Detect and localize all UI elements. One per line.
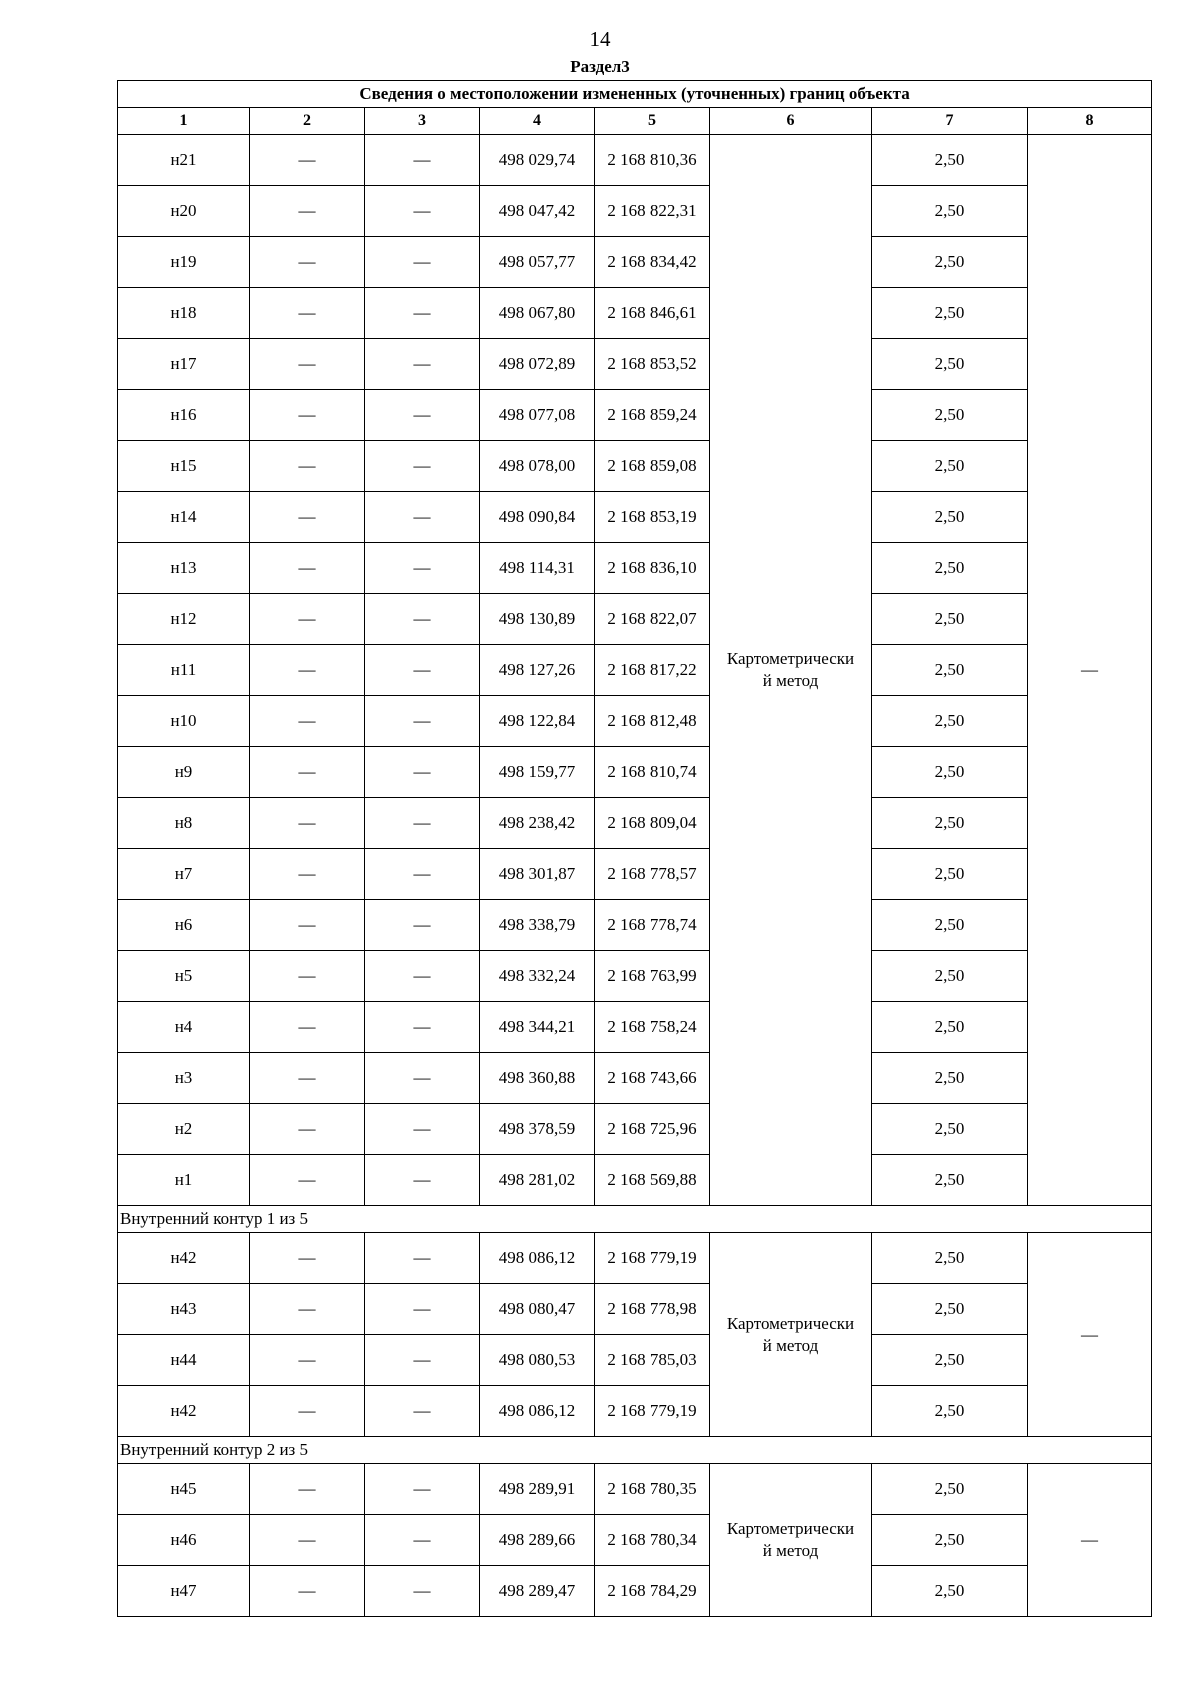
column-2-value: —: [250, 1566, 365, 1617]
table-row: [118, 135, 1152, 186]
table-row: [118, 339, 1152, 390]
column-3-value: —: [365, 1233, 480, 1284]
column-2-value: —: [250, 1284, 365, 1335]
table-row: [118, 1002, 1152, 1053]
column-3-value: —: [365, 645, 480, 696]
column-2-value: —: [250, 900, 365, 951]
accuracy-value: 2,50: [872, 543, 1028, 594]
point-name: н13: [118, 543, 250, 594]
point-name: н8: [118, 798, 250, 849]
point-name: н17: [118, 339, 250, 390]
accuracy-value: 2,50: [872, 339, 1028, 390]
column-2-value: —: [250, 288, 365, 339]
table-row: [118, 288, 1152, 339]
table-row: [118, 1464, 1152, 1515]
accuracy-value: 2,50: [872, 696, 1028, 747]
accuracy-value: 2,50: [872, 951, 1028, 1002]
column-2-value: —: [250, 1155, 365, 1206]
accuracy-value: 2,50: [872, 237, 1028, 288]
column-2-value: —: [250, 747, 365, 798]
column-2-value: —: [250, 492, 365, 543]
y-coordinate: 2 168 812,48: [595, 696, 710, 747]
table-row: [118, 747, 1152, 798]
y-coordinate: 2 168 809,04: [595, 798, 710, 849]
table-row: [118, 1155, 1152, 1206]
column-3-value: —: [365, 1002, 480, 1053]
column-3-value: —: [365, 441, 480, 492]
y-coordinate: 2 168 780,35: [595, 1464, 710, 1515]
point-name: н46: [118, 1515, 250, 1566]
x-coordinate: 498 086,12: [480, 1233, 595, 1284]
column-2-value: —: [250, 441, 365, 492]
column-3-value: —: [365, 186, 480, 237]
accuracy-value: 2,50: [872, 1053, 1028, 1104]
column-2-value: —: [250, 1386, 365, 1437]
column-3-value: —: [365, 390, 480, 441]
y-coordinate: 2 168 725,96: [595, 1104, 710, 1155]
x-coordinate: 498 338,79: [480, 900, 595, 951]
point-name: н14: [118, 492, 250, 543]
table-row: [118, 696, 1152, 747]
table-title: Сведения о местоположении измененных (уточненных) границ объекта: [118, 81, 1152, 108]
accuracy-value: 2,50: [872, 798, 1028, 849]
y-coordinate: 2 168 758,24: [595, 1002, 710, 1053]
y-coordinate: 2 168 763,99: [595, 951, 710, 1002]
column-3-value: —: [365, 594, 480, 645]
table-row: [118, 951, 1152, 1002]
accuracy-value: 2,50: [872, 288, 1028, 339]
column-2-value: —: [250, 645, 365, 696]
method-text-line: й метод: [762, 1335, 819, 1355]
accuracy-value: 2,50: [872, 594, 1028, 645]
column-3-value: —: [365, 1566, 480, 1617]
x-coordinate: 498 289,47: [480, 1566, 595, 1617]
column-3-value: —: [365, 543, 480, 594]
y-coordinate: 2 168 853,19: [595, 492, 710, 543]
column-2-value: —: [250, 951, 365, 1002]
table-row: [118, 237, 1152, 288]
point-name: н9: [118, 747, 250, 798]
column-2-value: —: [250, 696, 365, 747]
accuracy-value: 2,50: [872, 1155, 1028, 1206]
point-name: н6: [118, 900, 250, 951]
page-number: 14: [589, 27, 611, 51]
x-coordinate: 498 130,89: [480, 594, 595, 645]
y-coordinate: 2 168 778,98: [595, 1284, 710, 1335]
x-coordinate: 498 378,59: [480, 1104, 595, 1155]
column-number: 6: [710, 108, 872, 135]
point-name: н18: [118, 288, 250, 339]
column-3-value: —: [365, 1284, 480, 1335]
point-name: н3: [118, 1053, 250, 1104]
point-name: н43: [118, 1284, 250, 1335]
column-3-value: —: [365, 1104, 480, 1155]
table-row: [118, 543, 1152, 594]
point-name: н7: [118, 849, 250, 900]
point-name: н12: [118, 594, 250, 645]
column-3-value: —: [365, 798, 480, 849]
x-coordinate: 498 086,12: [480, 1386, 595, 1437]
x-coordinate: 498 090,84: [480, 492, 595, 543]
y-coordinate: 2 168 778,57: [595, 849, 710, 900]
x-coordinate: 498 332,24: [480, 951, 595, 1002]
column-2-value: —: [250, 135, 365, 186]
table-row: [118, 900, 1152, 951]
point-name: н16: [118, 390, 250, 441]
point-name: н42: [118, 1386, 250, 1437]
x-coordinate: 498 072,89: [480, 339, 595, 390]
point-name: н19: [118, 237, 250, 288]
column-3-value: —: [365, 900, 480, 951]
column-3-value: —: [365, 237, 480, 288]
column-3-value: —: [365, 1155, 480, 1206]
accuracy-value: 2,50: [872, 441, 1028, 492]
point-name: н11: [118, 645, 250, 696]
column-3-value: —: [365, 492, 480, 543]
x-coordinate: 498 029,74: [480, 135, 595, 186]
accuracy-value: 2,50: [872, 1464, 1028, 1515]
table-row: [118, 1515, 1152, 1566]
y-coordinate: 2 168 822,07: [595, 594, 710, 645]
accuracy-value: 2,50: [872, 1104, 1028, 1155]
y-coordinate: 2 168 779,19: [595, 1386, 710, 1437]
column-2-value: —: [250, 186, 365, 237]
y-coordinate: 2 168 859,24: [595, 390, 710, 441]
x-coordinate: 498 289,91: [480, 1464, 595, 1515]
y-coordinate: 2 168 810,36: [595, 135, 710, 186]
column-3-value: —: [365, 1386, 480, 1437]
y-coordinate: 2 168 817,22: [595, 645, 710, 696]
contour-label: Внутренний контур 2 из 5: [118, 1437, 1152, 1464]
method-text-line: й метод: [762, 1541, 819, 1560]
column-3-value: —: [365, 849, 480, 900]
accuracy-value: 2,50: [872, 390, 1028, 441]
column-2-value: —: [250, 594, 365, 645]
x-coordinate: 498 047,42: [480, 186, 595, 237]
point-name: н21: [118, 135, 250, 186]
point-name: н4: [118, 1002, 250, 1053]
y-coordinate: 2 168 822,31: [595, 186, 710, 237]
table-row: [118, 1284, 1152, 1335]
y-coordinate: 2 168 834,42: [595, 237, 710, 288]
y-coordinate: 2 168 743,66: [595, 1053, 710, 1104]
point-name: н5: [118, 951, 250, 1002]
table-row: [118, 390, 1152, 441]
column-number: 2: [250, 108, 365, 135]
method-text-line: Картометрически: [726, 1313, 855, 1333]
point-name: н2: [118, 1104, 250, 1155]
column-number: 7: [872, 108, 1028, 135]
column-2-value: —: [250, 849, 365, 900]
accuracy-value: 2,50: [872, 1002, 1028, 1053]
column-8-value: —: [1028, 1464, 1152, 1617]
y-coordinate: 2 168 784,29: [595, 1566, 710, 1617]
accuracy-value: 2,50: [872, 645, 1028, 696]
table-row: [118, 492, 1152, 543]
column-2-value: —: [250, 1515, 365, 1566]
accuracy-value: 2,50: [872, 1335, 1028, 1386]
point-name: н44: [118, 1335, 250, 1386]
table-row: [118, 645, 1152, 696]
column-2-value: —: [250, 339, 365, 390]
y-coordinate: 2 168 846,61: [595, 288, 710, 339]
column-3-value: —: [365, 288, 480, 339]
y-coordinate: 2 168 810,74: [595, 747, 710, 798]
coordinates-table: [117, 80, 1152, 1617]
method-text-line: Картометрически: [726, 649, 855, 668]
x-coordinate: 498 238,42: [480, 798, 595, 849]
y-coordinate: 2 168 785,03: [595, 1335, 710, 1386]
point-name: н47: [118, 1566, 250, 1617]
x-coordinate: 498 360,88: [480, 1053, 595, 1104]
column-number: 5: [595, 108, 710, 135]
accuracy-value: 2,50: [872, 849, 1028, 900]
point-name: н1: [118, 1155, 250, 1206]
column-2-value: —: [250, 1053, 365, 1104]
column-number: 3: [365, 108, 480, 135]
contour-label-row: [118, 1206, 1152, 1233]
table-row: [118, 798, 1152, 849]
column-2-value: —: [250, 798, 365, 849]
column-number: 1: [118, 108, 250, 135]
table-row: [118, 186, 1152, 237]
point-name: н10: [118, 696, 250, 747]
column-3-value: —: [365, 747, 480, 798]
column-numbers-row: [118, 108, 1152, 135]
column-2-value: —: [250, 1464, 365, 1515]
method-text-line: Картометрически: [726, 1519, 855, 1538]
accuracy-value: 2,50: [872, 1566, 1028, 1617]
x-coordinate: 498 067,80: [480, 288, 595, 339]
column-2-value: —: [250, 1335, 365, 1386]
column-3-value: —: [365, 1053, 480, 1104]
accuracy-value: 2,50: [872, 1284, 1028, 1335]
y-coordinate: 2 168 569,88: [595, 1155, 710, 1206]
column-8-value: —: [1028, 1233, 1152, 1437]
method-cell: [710, 1233, 872, 1437]
table-row: [118, 1053, 1152, 1104]
column-3-value: —: [365, 696, 480, 747]
x-coordinate: 498 080,47: [480, 1284, 595, 1335]
point-name: н20: [118, 186, 250, 237]
x-coordinate: 498 078,00: [480, 441, 595, 492]
y-coordinate: 2 168 853,52: [595, 339, 710, 390]
x-coordinate: 498 289,66: [480, 1515, 595, 1566]
table-row: [118, 1386, 1152, 1437]
accuracy-value: 2,50: [872, 1386, 1028, 1437]
table-row: [118, 1104, 1152, 1155]
column-2-value: —: [250, 1233, 365, 1284]
column-3-value: —: [365, 135, 480, 186]
column-2-value: —: [250, 390, 365, 441]
y-coordinate: 2 168 779,19: [595, 1233, 710, 1284]
table-row: [118, 1335, 1152, 1386]
x-coordinate: 498 057,77: [480, 237, 595, 288]
table-row: [118, 1566, 1152, 1617]
column-8-value: —: [1028, 135, 1152, 1206]
table-row: [118, 849, 1152, 900]
x-coordinate: 498 301,87: [480, 849, 595, 900]
x-coordinate: 498 159,77: [480, 747, 595, 798]
accuracy-value: 2,50: [872, 1515, 1028, 1566]
method-text-line: й метод: [762, 671, 819, 690]
x-coordinate: 498 080,53: [480, 1335, 595, 1386]
accuracy-value: 2,50: [872, 747, 1028, 798]
x-coordinate: 498 114,31: [480, 543, 595, 594]
accuracy-value: 2,50: [872, 1233, 1028, 1284]
table-row: [118, 1233, 1152, 1284]
accuracy-value: 2,50: [872, 135, 1028, 186]
x-coordinate: 498 077,08: [480, 390, 595, 441]
x-coordinate: 498 122,84: [480, 696, 595, 747]
column-2-value: —: [250, 237, 365, 288]
method-cell: [710, 135, 872, 1206]
x-coordinate: 498 281,02: [480, 1155, 595, 1206]
contour-label: Внутренний контур 1 из 5: [118, 1206, 1152, 1233]
y-coordinate: 2 168 836,10: [595, 543, 710, 594]
section-title: Раздел3: [570, 57, 630, 76]
accuracy-value: 2,50: [872, 900, 1028, 951]
y-coordinate: 2 168 859,08: [595, 441, 710, 492]
x-coordinate: 498 127,26: [480, 645, 595, 696]
point-name: н15: [118, 441, 250, 492]
accuracy-value: 2,50: [872, 186, 1028, 237]
column-3-value: —: [365, 339, 480, 390]
column-2-value: —: [250, 1002, 365, 1053]
y-coordinate: 2 168 780,34: [595, 1515, 710, 1566]
table-row: [118, 441, 1152, 492]
x-coordinate: 498 344,21: [480, 1002, 595, 1053]
column-3-value: —: [365, 1335, 480, 1386]
column-3-value: —: [365, 1515, 480, 1566]
column-number: 8: [1028, 108, 1152, 135]
point-name: н42: [118, 1233, 250, 1284]
method-cell: [710, 1464, 872, 1617]
column-2-value: —: [250, 543, 365, 594]
column-3-value: —: [365, 1464, 480, 1515]
column-2-value: —: [250, 1104, 365, 1155]
contour-label-row: [118, 1437, 1152, 1464]
table-title-row: [118, 81, 1152, 108]
column-number: 4: [480, 108, 595, 135]
column-3-value: —: [365, 951, 480, 1002]
accuracy-value: 2,50: [872, 492, 1028, 543]
y-coordinate: 2 168 778,74: [595, 900, 710, 951]
point-name: н45: [118, 1464, 250, 1515]
table-row: [118, 594, 1152, 645]
